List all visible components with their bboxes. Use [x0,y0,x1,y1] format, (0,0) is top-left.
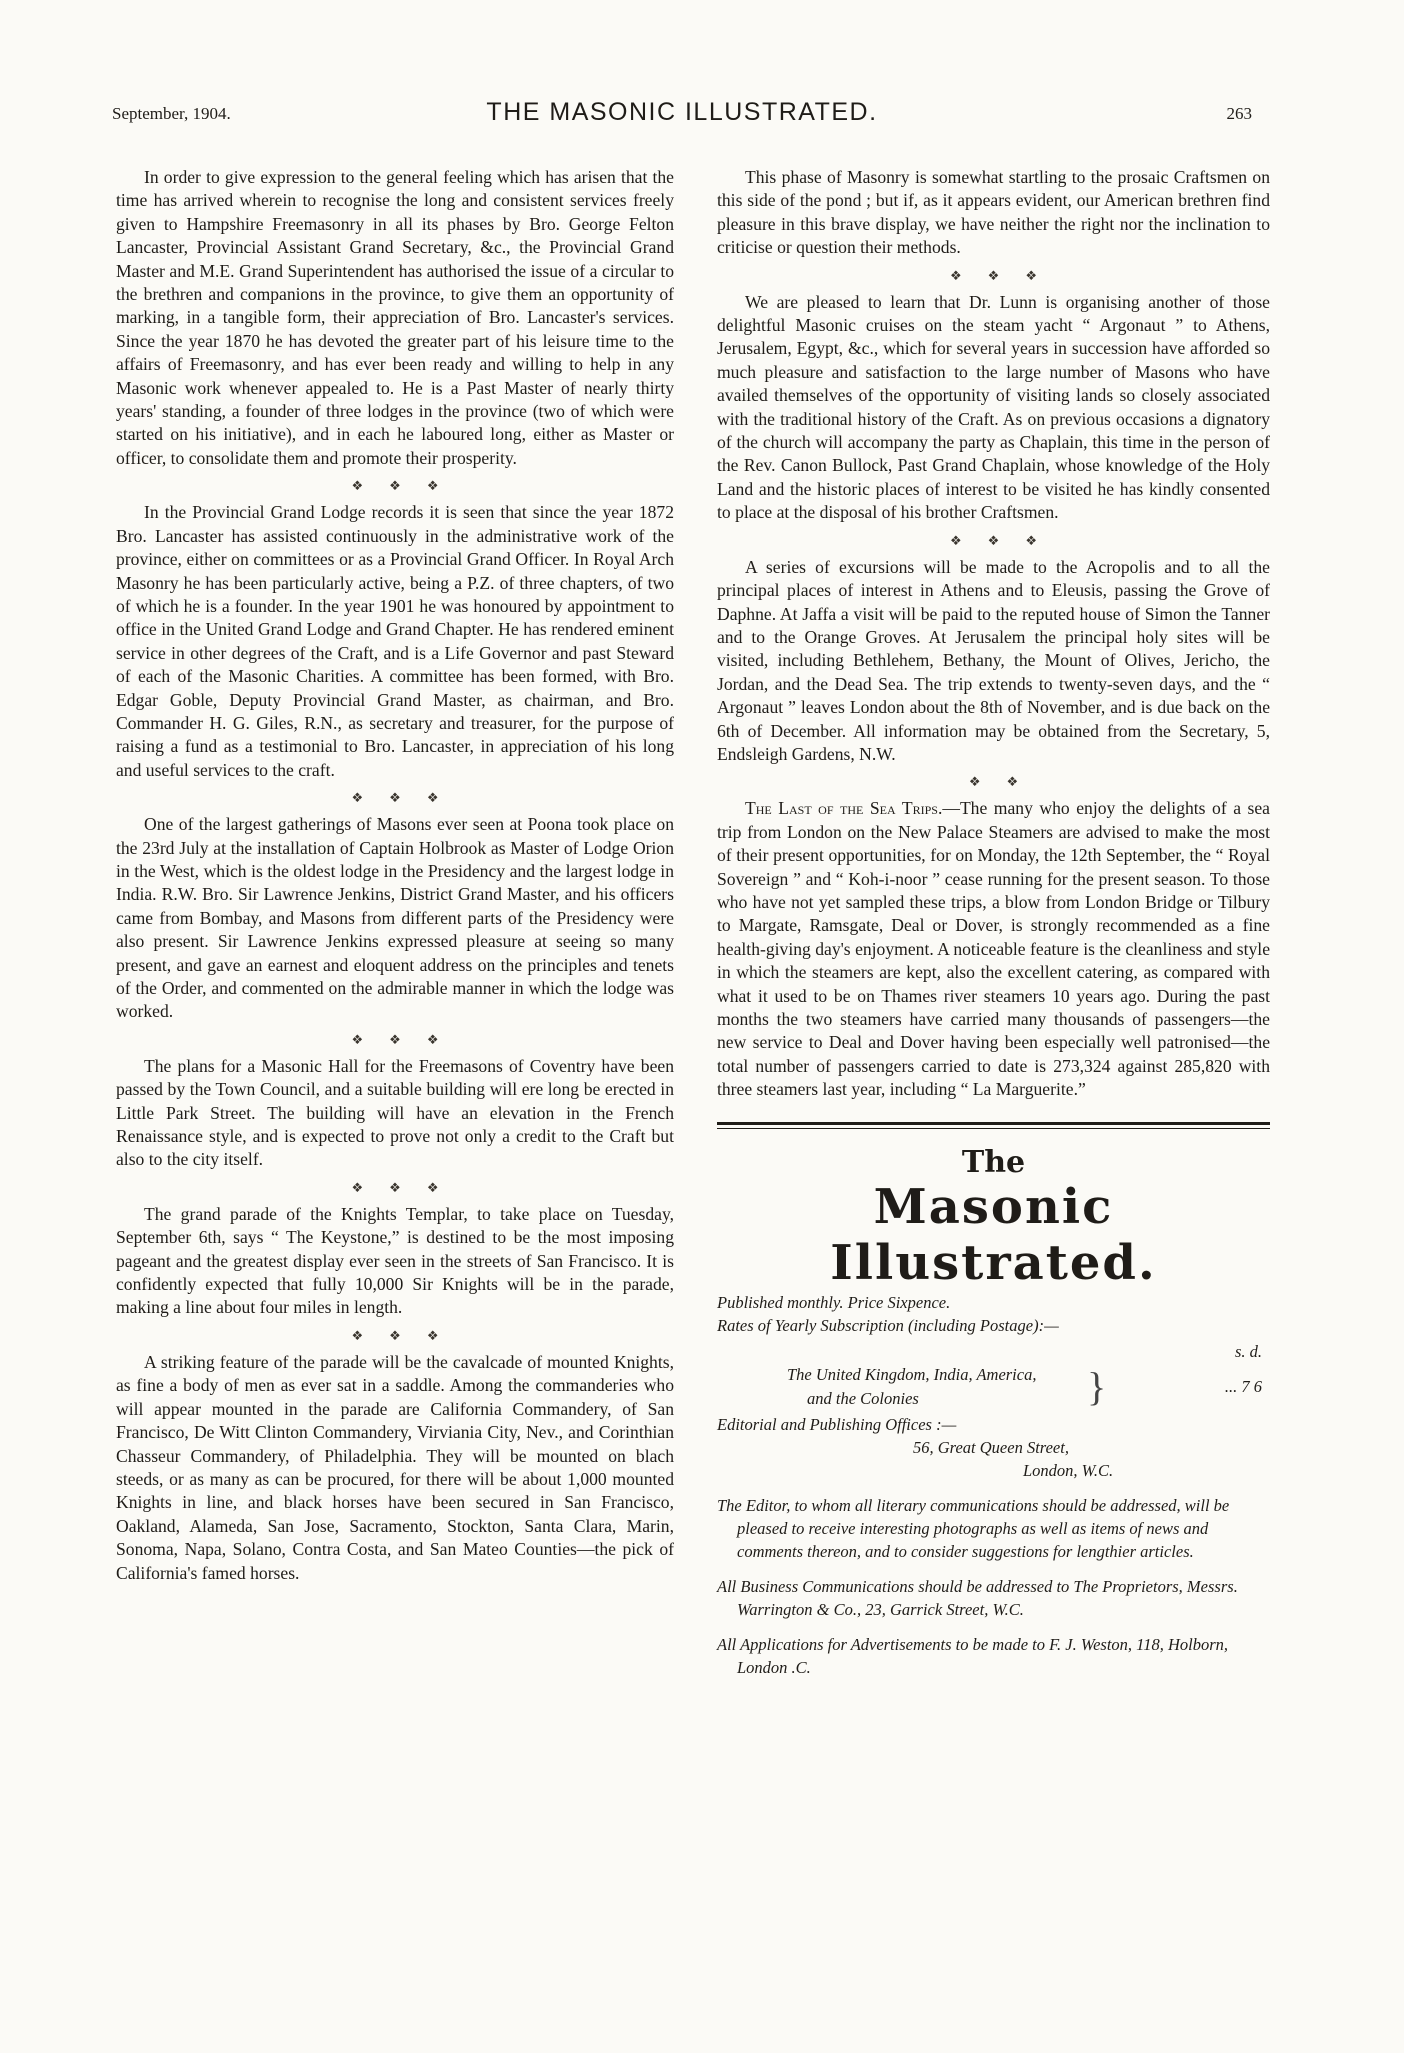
office-address-street: 56, Great Queen Street, [913,1437,1069,1457]
offices-label: Editorial and Publishing Offices :— [717,1414,957,1434]
sea-trips-heading: The Last of the Sea Trips. [745,798,943,819]
left-column [116,166,674,1585]
ornament-divider: ❖❖ [968,774,1045,790]
page-number: 263 [1226,104,1252,123]
paragraph-knights-templar: The grand parade of the Knights Templar, to take place on Tuesday, September 6th, says “ The Keystone,” is destined to be the most imposing pageant and the greatest display ever seen in the streets of San Francisco. It is confidently expected that fully 10,000 Sir Knights will be in the parade, making a line about four miles in length. [116,1203,674,1318]
ornament-divider: ❖❖❖ [351,478,465,494]
advertisements-note: All Applications for Advertisements to be made to F. J. Weston, 118, Holborn, London .C. [717,1634,1229,1677]
paragraph-cavalcade: A striking feature of the parade will be the cavalcade of mounted Knights, as fine a body of men as ever sat in a saddle. Among the commanderies who will appear mounted in the parade are California Commandery, of San Francisco, De Witt Clinton Commandery, Virviania City, Nev., and Corinthian Chasseur Commandery, of Philadelphia. They will be mounted on blach steeds, or as many as can be procured, for there will be about 1,000 mounted Knights in line, and black horses have been secured in San Francisco, Oakland, Alameda, San Jose, Sacramento, Stockton, Santa Clara, Marin, Sonoma, Napa, Solano, Contra Costa, and San Mateo Counties—the pick of California's famed horses. [116,1351,674,1583]
brace-icon: } [1087,1363,1107,1409]
paragraph-poona: One of the largest gatherings of Masons ever seen at Poona took place on the 23rd July at the installation of Captain Holbrook as Master of Lodge Orion in the West, which is the oldest lodge in the Presidency and the largest lodge in India. R.W. Bro. Sir Lawrence Jenkins, District Grand Master, and his officers came from Bombay, and Masons from different parts of the Presidency were also present. Sir Lawrence Jenkins expressed pleasure at seeing so many present, and gave an earnest and eloquent address on the principles and tenets of the Order, and commented on the admirable manner in which the lodge was worked. [116,814,674,1022]
subscription-rates-label: Rates of Yearly Subscription (including Postage):— [717,1315,1059,1335]
currency-heading: s. d. [1234,1341,1262,1361]
running-header [112,98,1252,138]
issue-date: September, 1904. [112,104,231,123]
paragraph-provincial-records: In the Provincial Grand Lodge records it is seen that since the year 1872 Bro. Lancaster has assisted continuously in the administrative work of the province, either on committees or as a Provincial Grand Officer. In Royal Arch Masonry he has been particularly active, being a P.Z. of three chapters, of two of which he is a founder. In the year 1901 he was honoured by appointment to office in the United Grand Lodge and Grand Chapter. He has rendered eminent service in other degrees of the Craft, and is a Life Governor and past Steward of each of the Masonic Charities. A committee has been formed, with Bro. Edgar Goble, Deputy Provincial Grand Master, as chairman, and Bro. Commander H. G. Giles, R.N., as secretary and treasurer, for the purpose of raising a fund as a testimonial to Bro. Lancaster, in appreciation of his long and useful services to the craft. [116,502,674,780]
paragraph-argonaut-cruise: We are pleased to learn that Dr. Lunn is organising another of those delightful Masonic cruises on the steam yacht “ Argonaut ” to Athens, Jerusalem, Egypt, &c., which for several years in succession have afforded so much pleasure and satisfaction to the large number of Masons who have availed themselves of the opportunity of visiting lands so closely associated with the traditional history of the Craft. As on previous occasions a dignatory of the church will accompany the party as Chaplain, this time in the person of the Rev. Canon Bullock, Past Grand Chaplain, whose knowledge of the Holy Land and the historic places of interest to be visited he has kindly consented to place at the disposal of his brother Craftsmen. [717,291,1270,523]
price-region-line1: The United Kingdom, India, America, [787,1364,1037,1384]
ornament-divider: ❖❖❖ [950,532,1063,548]
masthead-title: Masonic Illustrated. [830,1178,1157,1291]
paragraph-excursions: A series of excursions will be made to the Acropolis and to all the principal places of interest in Athens and to Eleusis, passing the Grove of Daphne. At Jaffa a visit will be paid to the reputed house of Simon the Tanner and to the Orange Groves. At Jerusalem the principal holy sites will be visited, including Bethlehem, Bethany, the Mount of Olives, Jericho, the Jordan, and the Dead Sea. The trip extends to twenty-seven days, and the “ Argonaut ” leaves London about the 8th of November, and is due back on the 6th of December. All information may be obtained from the Secretary, 5, Endsleigh Gardens, N.W. [717,556,1270,764]
paragraph-sea-trips [717,797,1270,1101]
subscription-rates-row [717,1314,1270,1340]
ornament-divider: ❖❖❖ [351,1179,465,1195]
subscription-price [787,1363,1270,1413]
office-address-city: London, W.C. [1023,1460,1114,1480]
paragraph-masonry-phase: This phase of Masonry is somewhat startling to the prosaic Craftsmen on this side of the pond ; but if, as it appears evident, our American brethren find pleasure in this brave display, we have neither the right nor the inclination to criticise or question their methods. [717,167,1270,258]
right-column [717,166,1270,1679]
ornament-divider: ❖❖❖ [351,790,465,806]
business-note: All Business Communications should be addressed to The Proprietors, Messrs. Warrington & Co., 23, Garrick Street, W.C. [717,1576,1238,1619]
ornament-divider: ❖❖❖ [351,1327,465,1343]
publication-frequency: Published monthly. Price Sixpence. [717,1292,951,1312]
masthead [717,1144,1270,1679]
price-value: ... 7 6 [1224,1376,1262,1396]
ornament-divider: ❖❖❖ [351,1031,465,1047]
sea-trips-body: —The many who enjoy the delights of a sea trip from London on the New Palace Steamers are advised to make the most of their present opportunities, for on Monday, the 12th September, the “ Royal Sovereign ” and “ Koh-i-noor ” cease running for the present season. To those who have not yet sampled these trips, a blow from London Bridge or Tilbury to Margate, Ramsgate, Deal or Dover, is strongly recommended as a fine health-giving day's enjoyment. A noticeable feature is the cleanliness and style in which the steamers are kept, also the excellent catering, as compared with what it used to be on Thames river steamers 10 years ago. During the past months the two steamers have carried many thousands of passengers—the new service to Deal and Dover having been especially well patronised—the total number of passengers carried to date is 273,324 against 285,820 with three steamers last year, including “ La Marguerite.” [717,798,1270,1100]
masthead-rule [717,1122,1270,1125]
paragraph-lancaster: In order to give expression to the general feeling which has arisen that the time has arrived wherein to recognise the long and consistent services freely given to Hampshire Freemasonry in all its phases by Bro. George Felton Lancaster, Provincial Assistant Grand Secretary, &c., the Provincial Grand Master and M.E. Grand Superintendent has authorised the issue of a circular to the brethren and companions in the province, to give them an opportunity of marking, in a tangible form, their appreciation of Bro. Lancaster's services. Since the year 1870 he has devoted the greater part of his leisure time to the affairs of Freemasonry, and has ever been ready and willing to help in any Masonic work whenever appealed to. He is a Past Master of nearly thirty years' standing, a founder of three lodges in the province (two of which were started on his initiative), and in each he laboured long, either as Master or officer, to consolidate them and promote their prosperity. [116,167,674,468]
journal-title: THE MASONIC ILLUSTRATED. [486,98,878,126]
paragraph-coventry: The plans for a Masonic Hall for the Freemasons of Coventry have been passed by the Town Council, and a suitable building will ere long be erected in Little Park Street. The building will have an elevation in the French Renaissance style, and is expected to prove not only a credit to the Craft but also to the city itself. [116,1055,674,1170]
ornament-divider: ❖❖❖ [950,267,1063,283]
masthead-the: The [961,1144,1026,1180]
editor-note: The Editor, to whom all literary communications should be addressed, will be pleased to receive interesting photographs as well as items of news and comments thereon, and to consider suggestions for lengthier articles. [717,1495,1230,1561]
masthead-rule [717,1128,1270,1129]
price-region-line2: and the Colonies [807,1388,919,1408]
